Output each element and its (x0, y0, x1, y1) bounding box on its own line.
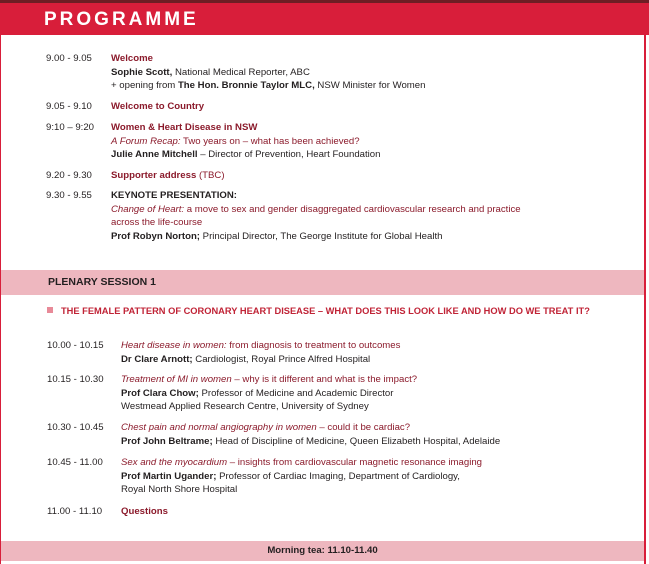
item-text: – could it be cardiac? (316, 422, 411, 433)
item-text: Prof John Beltrame; (121, 435, 213, 447)
time-slot: 10.45 - 11.00 (47, 457, 103, 468)
programme-item (121, 339, 621, 366)
item-text: Principal Director, The George Institute for Global Health (200, 230, 443, 242)
item-line (121, 435, 621, 449)
time-slot: 11.00 - 11.10 (47, 506, 103, 517)
item-text: – why is it different and what is the impact? (231, 374, 418, 385)
item-text: Westmead Applied Research Centre, University of Sydney (121, 401, 369, 412)
item-line (121, 339, 621, 353)
time-slot: 10.00 - 10.15 (47, 340, 104, 351)
programme-item (121, 373, 621, 414)
item-text: Change of Heart: (111, 203, 185, 215)
programme-item (111, 100, 611, 114)
item-text: Head of Discipline of Medicine, Queen Elizabeth Hospital, Adelaide (212, 435, 501, 447)
item-text: Welcome to Country (111, 101, 205, 112)
time-slot: 9:10 – 9:20 (46, 122, 95, 133)
item-text: Heart disease in women: (121, 340, 227, 351)
programme-item (121, 456, 621, 497)
programme-item (121, 421, 621, 448)
item-text: Julie Anne Mitchell (111, 149, 198, 160)
item-text: Prof Robyn Norton; (111, 230, 200, 242)
item-text: across the life-course (111, 217, 203, 228)
item-text: Questions (121, 506, 168, 517)
item-text: + opening from (111, 80, 178, 91)
item-line (111, 135, 611, 149)
programme-item (111, 52, 611, 93)
time-slot: 9.30 - 9.55 (46, 190, 92, 201)
item-text: – insights from cardiovascular magnetic resonance imaging (227, 457, 483, 468)
item-line (121, 387, 621, 401)
item-text: Sex and the myocardium (121, 457, 228, 468)
item-text: Prof Clara Chow; (121, 387, 199, 399)
item-line (111, 189, 611, 203)
item-text: Cardiologist, Royal Prince Alfred Hospital (192, 353, 371, 365)
time-slot: 9.20 - 9.30 (46, 170, 92, 181)
item-text: Women & Heart Disease in NSW (111, 122, 258, 133)
item-text: Royal North Shore Hospital (121, 484, 238, 495)
item-line (121, 470, 621, 484)
item-text: Prof Martin Ugander; (121, 470, 217, 482)
item-text: Supporter address (111, 170, 197, 181)
programme-item (111, 189, 611, 243)
item-line (121, 400, 621, 414)
item-text: Treatment of MI in women (121, 374, 232, 385)
plenary-title: PLENARY SESSION 1 (48, 276, 156, 288)
item-text: Professor of Medicine and Academic Director (198, 387, 394, 399)
plenary-theme-text: THE FEMALE PATTERN OF CORONARY HEART DISEASE – WHAT DOES THIS LOOK LIKE AND HOW DO WE TREAT IT? (61, 306, 590, 316)
item-text: Two years on – what has been achieved? (180, 135, 360, 147)
item-text: A Forum Recap: (111, 135, 181, 147)
item-line (121, 353, 621, 367)
item-line (111, 216, 611, 230)
item-text: KEYNOTE PRESENTATION: (111, 190, 237, 201)
item-text: Dr Clare Arnott; (121, 353, 193, 365)
programme-item (121, 505, 621, 519)
morning-tea: Morning tea: 11.10-11.40 (267, 545, 378, 556)
item-text: from diagnosis to treatment to outcomes (226, 340, 401, 351)
item-text: The Hon. Bronnie Taylor MLC, (177, 80, 315, 91)
time-slot: 10.30 - 10.45 (47, 422, 104, 433)
square-bullet-icon (47, 307, 53, 313)
item-line (111, 148, 611, 162)
item-line (121, 505, 621, 519)
item-line (111, 100, 611, 114)
plenary-band (1, 270, 644, 295)
programme-header (0, 0, 649, 35)
item-line (111, 121, 611, 135)
item-text: Sophie Scott, (111, 66, 173, 78)
item-text: a move to sex and gender disaggregated cardiovascular research and practice (184, 203, 521, 215)
item-line (121, 373, 621, 387)
item-text: Professor of Cardiac Imaging, Department of Cardiology, (216, 470, 460, 482)
item-line (121, 456, 621, 470)
time-slot: 9.05 - 9.10 (46, 101, 92, 112)
item-line (111, 230, 611, 244)
item-text: Chest pain and normal angiography in women (121, 422, 317, 433)
programme-item (111, 121, 611, 162)
item-line (111, 169, 611, 183)
item-line (121, 421, 621, 435)
time-slot: 9.00 - 9.05 (46, 53, 92, 64)
item-text: National Medical Reporter, ABC (172, 66, 310, 78)
plenary-theme (47, 306, 590, 316)
item-text: – Director of Prevention, Heart Foundation (197, 149, 381, 160)
item-text: NSW Minister for Women (314, 80, 426, 91)
item-line (121, 483, 621, 497)
programme-item (111, 169, 611, 183)
item-text: Welcome (111, 53, 153, 64)
page-title: PROGRAMME (44, 9, 199, 30)
item-line (111, 66, 611, 80)
item-line (111, 79, 611, 93)
item-text: (TBC) (196, 170, 225, 181)
time-slot: 10.15 - 10.30 (47, 374, 104, 385)
tea-band (1, 541, 644, 561)
item-line (111, 52, 611, 66)
item-line (111, 203, 611, 217)
